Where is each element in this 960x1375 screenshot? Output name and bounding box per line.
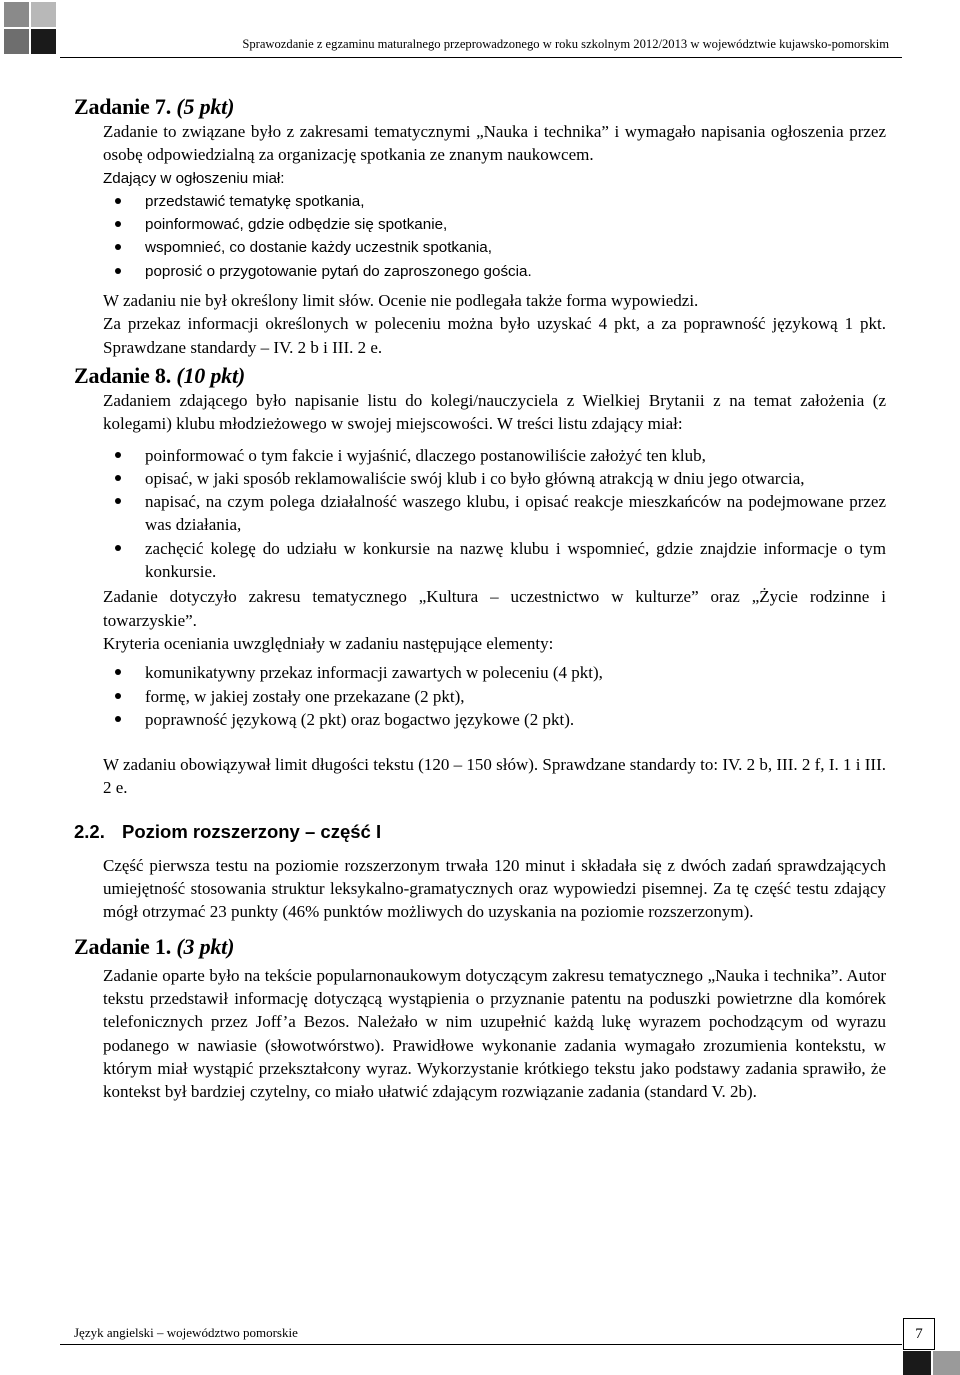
task-8-intro: Zadaniem zdającego było napisanie listu do kolegi/nauczyciela z Wielkiej Brytanii z na temat założenia (z kolegami) klubu młodzieżowego w swojej miejscowości. W treści listu zdający miał: bbox=[103, 390, 886, 434]
list-item: formę, w jakiej zostały one przekazane (2 pkt), bbox=[103, 685, 886, 708]
list-item: zachęcić kolegę do udziału w konkursie na nazwę klubu i wspomnieć, gdzie znajdzie informacje o tym konkursie. bbox=[103, 537, 886, 584]
logo-square bbox=[4, 29, 29, 54]
list-item: komunikatywny przekaz informacji zawartych w poleceniu (4 pkt), bbox=[103, 661, 886, 684]
list-item: przedstawić tematykę spotkania, bbox=[103, 190, 886, 213]
footer-decor-square bbox=[933, 1351, 960, 1375]
task-8-criteria-list bbox=[103, 661, 886, 731]
section-heading: 2.2. Poziom rozszerzony – część I bbox=[74, 820, 382, 842]
publisher-logo bbox=[0, 0, 60, 60]
logo-square bbox=[31, 29, 56, 54]
list-item: napisać, na czym polega działalność waszego klubu, i opisać reakcje mieszkańców na podejmowane przez was działania, bbox=[103, 490, 886, 537]
section-description: Część pierwsza testu na poziomie rozszerzonym trwała 120 minut i składała się z dwóch zadań sprawdzających umiejętność stosowania struktur leksykalno-gramatycznych oraz wypowiedzi pisemnej. Za tę część testu zdający mógł otrzymać 23 punkty (46% punktów możliwych do uzyskania na poziomie rozszerzonym). bbox=[103, 855, 886, 922]
list-item: poprawność językową (2 pkt) oraz bogactwo językowe (2 pkt). bbox=[103, 708, 886, 731]
bullet-icon bbox=[115, 268, 121, 274]
bullet-icon bbox=[115, 693, 121, 699]
bullet-icon bbox=[115, 475, 121, 481]
bullet-icon bbox=[115, 545, 121, 551]
task-7-scoring: Za przekaz informacji określonych w poleceniu można było uzyskać 4 pkt, a za poprawność językową 1 pkt. Sprawdzane standardy – IV. 2 b i III. 2 e. bbox=[103, 314, 886, 357]
task-7-heading: Zadanie 7. (5 pkt) bbox=[74, 94, 235, 119]
bullet-icon bbox=[115, 669, 121, 675]
header-divider bbox=[60, 57, 902, 58]
list-item: wspomnieć, co dostanie każdy uczestnik spotkania, bbox=[103, 236, 886, 259]
task-8-criteria-lead: Kryteria oceniania uwzględniały w zadaniu następujące elementy: bbox=[103, 633, 554, 653]
task-7-lead: Zdający w ogłoszeniu miał: bbox=[103, 169, 285, 187]
running-footer: Język angielski – województwo pomorskie bbox=[74, 1325, 298, 1340]
task-8-heading: Zadanie 8. (10 pkt) bbox=[74, 362, 246, 388]
task-7-intro: Zadanie to związane było z zakresami tematycznymi „Nauka i technika” i wymagało napisania ogłoszenia przez osobę odpowiedzialną za organizację spotkania ze znanym naukowcem. bbox=[103, 122, 886, 165]
footer-decor-square bbox=[903, 1351, 931, 1375]
task-1-heading: Zadanie 1. (3 pkt) bbox=[74, 933, 235, 959]
footer-divider bbox=[60, 1344, 902, 1345]
bullet-icon bbox=[115, 244, 121, 250]
bullet-icon bbox=[115, 716, 121, 722]
list-item: poinformować, gdzie odbędzie się spotkanie, bbox=[103, 213, 886, 236]
task-7-limit: W zadaniu nie był określony limit słów. Ocenie nie podlegała także forma wypowiedzi. bbox=[103, 291, 699, 311]
task-8-bullet-list bbox=[103, 444, 886, 584]
list-item: poprosić o przygotowanie pytań do zaproszonego gościa. bbox=[103, 260, 886, 283]
bullet-icon bbox=[115, 452, 121, 458]
bullet-icon bbox=[115, 498, 121, 504]
running-header: Sprawozdanie z egzaminu maturalnego przeprowadzonego w roku szkolnym 2012/2013 w województwie kujawsko-pomorskim bbox=[242, 37, 889, 51]
task-8-topic: Zadanie dotyczyło zakresu tematycznego „Kultura – uczestnictwo w kulturze” oraz „Życie rodzinne i towarzyskie”. bbox=[103, 587, 886, 630]
logo-square bbox=[4, 2, 29, 27]
task-1-description: Zadanie oparte było na tekście popularnonaukowym dotyczącym zakresu tematycznego „Nauka i technika”. Autor tekstu przedstawił informację dotyczącą wystąpienia o przyznanie patentu na poduszki powietrzne dla komórek telefonicznych przez Joff’a Bezos. Należało w nim uzupełnić każdą lukę wyrazem pochodzącym od wyrazu podanego w nawiasie (słowotwórstwo). Prawidłowe wykonanie zadania wymagało zrozumienia kontekstu, w którym miał wystąpić przekształcony wyraz. Wykorzystanie krótkiego tekstu jako podstawy zadania sprawiło, że kontekst był bardziej czytelny, co miało ułatwić zdającym rozwiązanie zadania (standard V. 2b). bbox=[103, 965, 886, 1102]
task-7-bullet-list bbox=[103, 190, 886, 283]
bullet-icon bbox=[115, 198, 121, 204]
page-number: 7 bbox=[903, 1318, 935, 1350]
bullet-icon bbox=[115, 221, 121, 227]
list-item: opisać, w jaki sposób reklamowaliście swój klub i co było główną atrakcją w dniu jego otwarcia, bbox=[103, 467, 886, 490]
logo-square bbox=[31, 2, 56, 27]
task-8-word-limit: W zadaniu obowiązywał limit długości tekstu (120 – 150 słów). Sprawdzane standardy to: IV. 2 b, III. 2 f, I. 1 i III. 2 e. bbox=[103, 755, 886, 798]
list-item: poinformować o tym fakcie i wyjaśnić, dlaczego postanowiliście założyć ten klub, bbox=[103, 444, 886, 467]
page-content bbox=[74, 94, 886, 1103]
